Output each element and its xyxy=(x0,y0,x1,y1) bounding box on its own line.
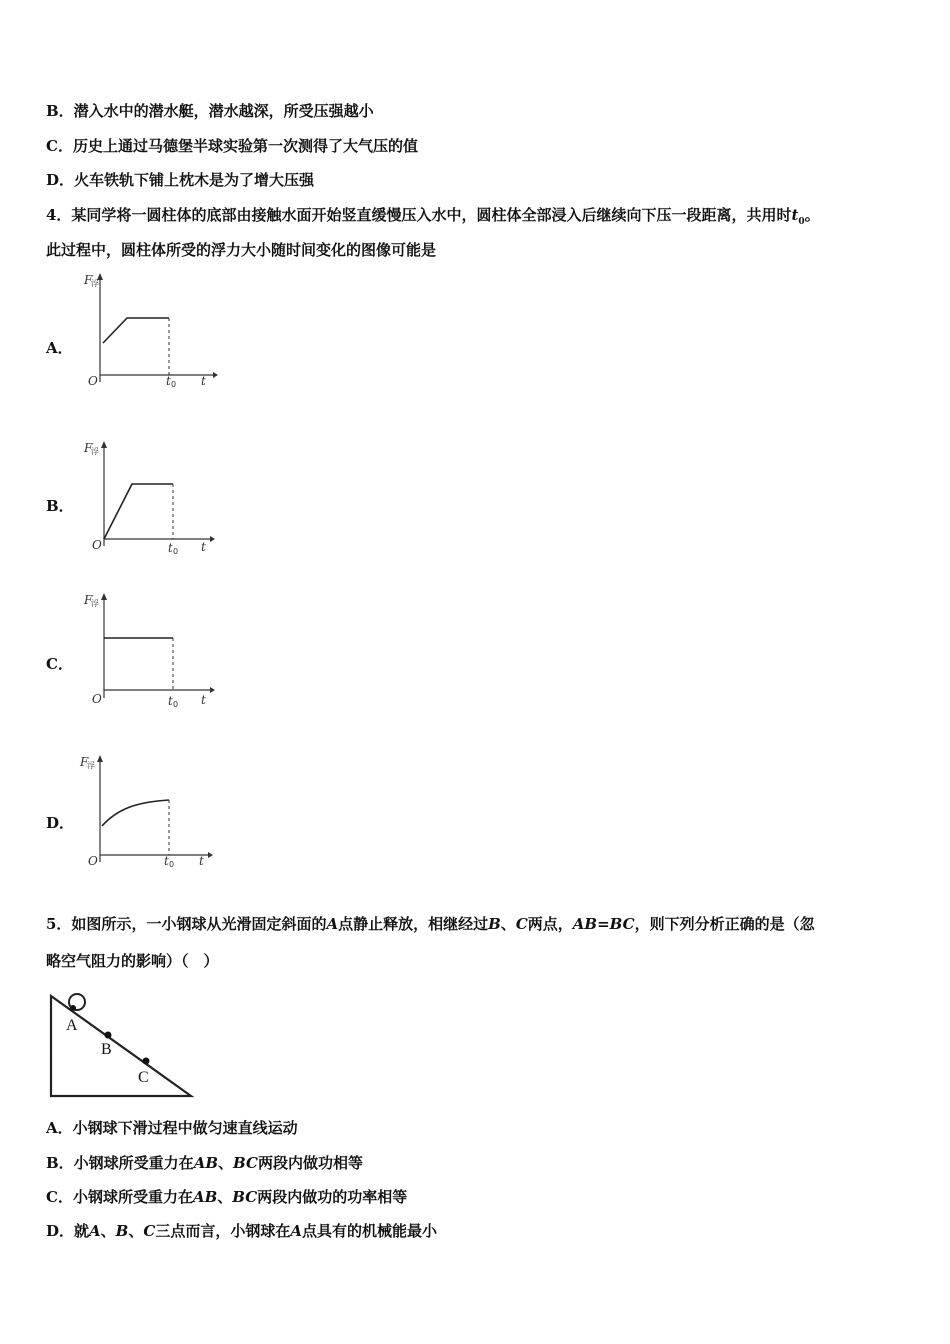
point-c-label: C xyxy=(138,1069,149,1086)
t0-label-sub: 0 xyxy=(171,380,177,389)
incline-figure xyxy=(46,992,196,1106)
y-axis-label: F xyxy=(80,755,89,769)
x-axis-arrow-icon xyxy=(213,372,218,378)
q3-option-b: B．潜入水中的潜水艇，潜水越深，所受压强越小 xyxy=(46,102,374,120)
q4-option-b-label: B． xyxy=(46,497,74,515)
t0-label: t xyxy=(164,854,169,868)
point-b-dot xyxy=(105,1032,112,1039)
y-axis-arrow-icon xyxy=(97,755,103,762)
q5-stem-line2: 略空气阻力的影响）（ ） xyxy=(46,952,219,970)
q4-graph-a xyxy=(78,270,218,390)
q4-option-d-label: D． xyxy=(46,814,75,832)
q4-option-c-label: C． xyxy=(46,655,73,673)
origin-label: O xyxy=(88,374,98,388)
y-axis-label: F xyxy=(84,593,93,607)
origin-label: O xyxy=(92,692,102,706)
y-axis-arrow-icon xyxy=(101,441,107,448)
x-axis-arrow-icon xyxy=(210,536,215,542)
t0-label: t xyxy=(168,694,173,708)
t0-label: t xyxy=(168,541,173,555)
t0-label: t xyxy=(166,374,171,388)
x-axis-label: t xyxy=(199,854,204,868)
q4-stem-line2: 此过程中，圆柱体所受的浮力大小随时间变化的图像可能是 xyxy=(46,241,437,259)
q4-graph-c xyxy=(82,590,222,710)
point-a-dot xyxy=(70,1005,76,1011)
point-c-dot xyxy=(143,1058,150,1065)
buoyancy-curve xyxy=(104,484,173,539)
buoyancy-curve xyxy=(103,318,169,343)
origin-label: O xyxy=(88,854,98,868)
q4-option-a-label: A． xyxy=(46,339,73,357)
q4-graph-b xyxy=(82,436,222,556)
y-axis-label-sub: 浮 xyxy=(91,279,99,288)
t0-label-sub: 0 xyxy=(169,860,175,869)
q4-graph-d xyxy=(78,752,218,872)
origin-label: O xyxy=(92,538,102,552)
y-axis-arrow-icon xyxy=(101,593,107,600)
y-axis-label: F xyxy=(84,441,93,455)
y-axis-label-sub: 浮 xyxy=(91,447,99,456)
y-axis-label-sub: 浮 xyxy=(91,599,99,608)
t0-label-sub: 0 xyxy=(173,700,179,709)
q5-option-a: A．小钢球下滑过程中做匀速直线运动 xyxy=(46,1119,298,1137)
q5-option-c: C．小钢球所受重力在AB、BC两段内做功的功率相等 xyxy=(46,1188,408,1206)
buoyancy-curve xyxy=(102,800,169,826)
x-axis-arrow-icon xyxy=(210,687,215,693)
incline-triangle xyxy=(51,996,191,1096)
q5-stem-line1: 5．如图所示，一小钢球从光滑固定斜面的A点静止释放，相继经过B、C两点，AB=BC，则下列分析正确的是（忽 xyxy=(46,915,815,933)
point-b-label: B xyxy=(101,1041,112,1058)
q3-option-d: D．火车铁轨下铺上枕木是为了增大压强 xyxy=(46,171,315,189)
point-a-label: A xyxy=(66,1017,78,1034)
y-axis-label: F xyxy=(84,273,93,287)
q5-option-b: B．小钢球所受重力在AB、BC两段内做功相等 xyxy=(46,1154,363,1172)
y-axis-label-sub: 浮 xyxy=(87,761,95,770)
t0-label-sub: 0 xyxy=(173,547,179,556)
x-axis-label: t xyxy=(201,540,206,554)
q3-option-c: C．历史上通过马德堡半球实验第一次测得了大气压的值 xyxy=(46,137,418,155)
x-axis-label: t xyxy=(201,374,206,388)
q4-stem-line1: 4．某同学将一圆柱体的底部由接触水面开始竖直缓慢压入水中，圆柱体全部浸入后继续向下压一段距离，共用时$t_0$。 xyxy=(46,206,820,227)
q5-option-d: D．就A、B、C三点而言，小钢球在A点具有的机械能最小 xyxy=(46,1222,437,1240)
x-axis-arrow-icon xyxy=(208,852,213,858)
x-axis-label: t xyxy=(201,693,206,707)
